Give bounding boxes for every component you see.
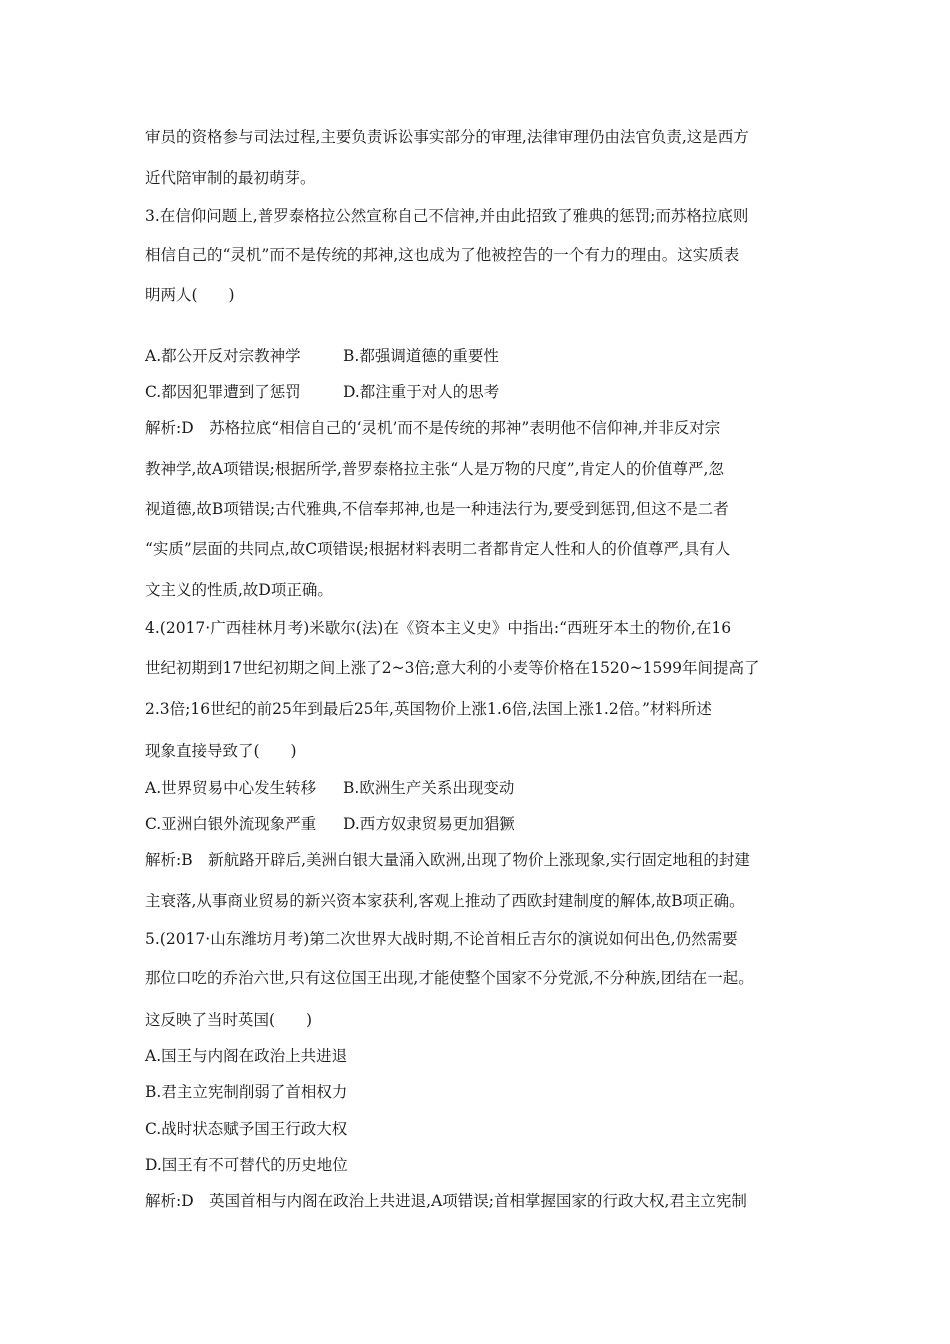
question-5-explanation: 解析:D 英国首相与内阁在政治上共进退,A项错误;首相掌握国家的行政大权,君主立宪制 xyxy=(145,1192,747,1210)
question-4-option-c: C.亚洲白银外流现象严重 xyxy=(145,815,317,833)
question-3-explanation: 文主义的性质,故D项正确。 xyxy=(145,581,333,599)
question-4-stem: 2.3倍;16世纪的前25年到最后25年,英国物价上涨1.6倍,法国上涨1.2倍。”材料所述 xyxy=(145,700,712,718)
question-5-option-a: A.国王与内阁在政治上共进退 xyxy=(145,1047,348,1065)
question-3-option-c: C.都因犯罪遭到了惩罚 xyxy=(145,383,301,401)
question-4-explanation: 解析:B 新航路开辟后,美洲白银大量涌入欧洲,出现了物价上涨现象,实行固定地租的封建 xyxy=(145,851,750,869)
text-line: 近代陪审制的最初萌芽。 xyxy=(145,169,316,187)
question-3-stem: 相信自己的“灵机”而不是传统的邦神,这也成为了他被控告的一个有力的理由。这实质表 xyxy=(145,246,740,264)
question-5-stem: 5.(2017·山东潍坊月考)第二次世界大战时期,不论首相丘吉尔的演说如何出色,仍然需要 xyxy=(145,930,738,948)
question-4-option-d: D.西方奴隶贸易更加猖獗 xyxy=(343,815,515,833)
question-3-explanation: 教神学,故A项错误;根据所学,普罗泰格拉主张“人是万物的尺度”,肯定人的价值尊严,忽 xyxy=(145,460,724,478)
question-4-explanation: 主衰落,从事商业贸易的新兴资本家获利,客观上推动了西欧封建制度的解体,故B项正确。 xyxy=(145,892,745,910)
question-3-stem: 明两人( ) xyxy=(145,286,235,304)
question-3-explanation: 视道德,故B项错误;古代雅典,不信奉邦神,也是一种违法行为,要受到惩罚,但这不是二者 xyxy=(145,500,729,518)
question-4-stem: 4.(2017·广西桂林月考)米歇尔(法)在《资本主义史》中指出:“西班牙本土的物价,在16 xyxy=(145,619,732,637)
question-3-option-d: D.都注重于对人的思考 xyxy=(343,383,500,401)
question-4-stem: 现象直接导致了( ) xyxy=(145,742,297,760)
question-5-stem: 那位口吃的乔治六世,只有这位国王出现,才能使整个国家不分党派,不分种族,团结在一起。 xyxy=(145,969,754,987)
question-3-explanation: “实质”层面的共同点,故C项错误;根据材料表明二者都肯定人性和人的价值尊严,具有人 xyxy=(145,540,731,558)
question-5-option-c: C.战时状态赋予国王行政大权 xyxy=(145,1120,348,1138)
question-5-stem: 这反映了当时英国( ) xyxy=(145,1011,313,1029)
question-3-stem: 3.在信仰问题上,普罗泰格拉公然宣称自己不信神,并由此招致了雅典的惩罚;而苏格拉底则 xyxy=(145,207,749,225)
question-5-option-b: B.君主立宪制削弱了首相权力 xyxy=(145,1083,348,1101)
question-5-option-d: D.国王有不可替代的历史地位 xyxy=(145,1156,348,1174)
question-3-option-b: B.都强调道德的重要性 xyxy=(343,347,499,365)
question-3-explanation: 解析:D 苏格拉底“相信自己的‘灵机’而不是传统的邦神”表明他不信仰神,并非反对宗 xyxy=(145,419,721,437)
question-3-option-a: A.都公开反对宗教神学 xyxy=(145,347,301,365)
text-line: 审员的资格参与司法过程,主要负责诉讼事实部分的审理,法律审理仍由法官负责,这是西方 xyxy=(145,128,749,146)
question-4-stem: 世纪初期到17世纪初期之间上涨了2~3倍;意大利的小麦等价格在1520~1599年间提高了 xyxy=(145,659,760,677)
question-4-option-a: A.世界贸易中心发生转移 xyxy=(145,779,317,797)
question-4-option-b: B.欧洲生产关系出现变动 xyxy=(343,779,515,797)
